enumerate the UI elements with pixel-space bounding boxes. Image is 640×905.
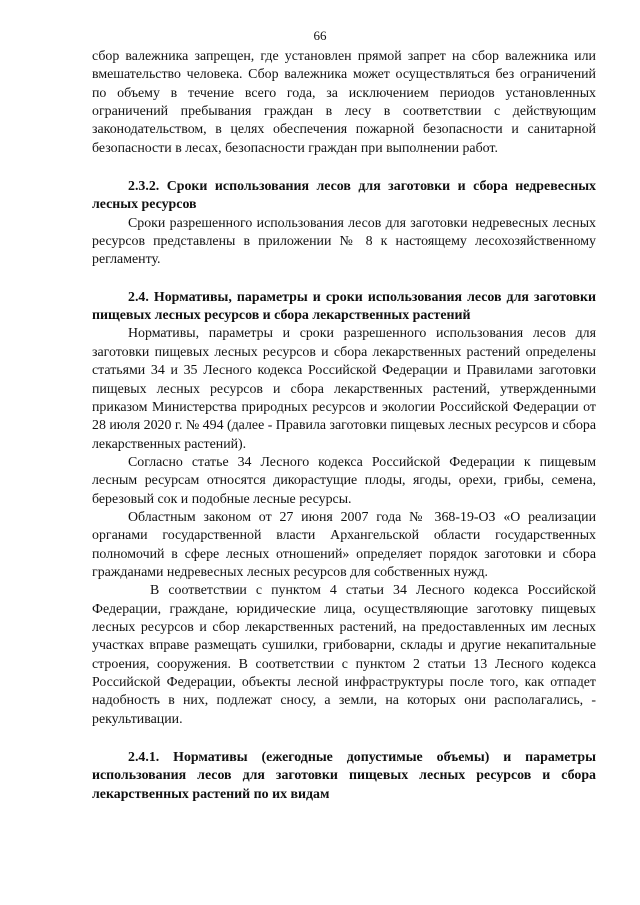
heading-2-3-2: 2.3.2. Сроки использования лесов для заготовки и сбора недревесных лесных ресурсов: [92, 179, 596, 213]
heading-2-4-1: 2.4.1. Нормативы (ежегодные допустимые объемы) и параметры использования лесов для заготовки пищевых лесных ресурсов и сбора лекарственных растений по их видам: [92, 750, 596, 802]
paragraph-regional-law: Областным законом от 27 июня 2007 года № 368-19-ОЗ «О реализации органами государственной власти Архангельской области государственных полномочий в сфере лесных отношений» определяет порядок заготовки и сбора гражданами недревесных лесных ресурсов для собственных нужд.: [92, 509, 596, 580]
heading-2-4: 2.4. Нормативы, параметры и сроки использования лесов для заготовки пищевых лесных ресурсов и сбора лекарственных растений: [92, 289, 596, 324]
paragraph-infrastructure: В соответствии с пунктом 4 статьи 34 Лесного кодекса Российской Федерации, граждане, юридические лица, осуществляющие заготовку пищевых лесных ресурсов и сбор лекарственных растений, на предоставленных им лесных участках вправе размещать сушилки, грибоварни, склады и другие некапитальные строения, сооружения. В соответствии с пунктом 2 статьи 13 Лесного кодекса Российской Федерации, объекты лесной инфраструктуры после того, как отпадет надобность в них, подлежат сносу, а земли, на которых они располагались, - рекультивации.: [92, 583, 596, 727]
page-number: 66: [313, 28, 327, 43]
paragraph-norms-defined: Нормативы, параметры и сроки разрешенного использования лесов для заготовки пищевых лесных ресурсов и сбора лекарственных растений определены статьями 34 и 35 Лесного кодекса Российской Федерации и Правилами заготовки пищевых лесных ресурсов и сбора лекарственных растений, утвержденными приказом Министерства природных ресурсов и экологии Российской Федерации от 28 июля 2020 г. № 494 (далее - Правила заготовки пищевых лесных ресурсов и сбора лекарственных растений).: [92, 326, 596, 452]
page-body: [92, 48, 596, 804]
paragraph-nonwood-terms: Сроки разрешенного использования лесов для заготовки недревесных лесных ресурсов представлены в приложении № 8 к настоящему лесохозяйственному регламенту.: [92, 215, 596, 268]
paragraph-food-resources: Согласно статье 34 Лесного кодекса Российской Федерации к пищевым лесным ресурсам относятся дикорастущие плоды, ягоды, орехи, грибы, семена, березовый сок и подобные лесные ресурсы.: [92, 454, 596, 507]
paragraph-deadwood-collection: сбор валежника запрещен, где установлен прямой запрет на сбор валежника или вмешательство человека. Сбор валежника может осуществляться без ограничений по объему в течение всего года, за исключением периодов установленных ограничений пребывания граждан в лесу в соответствии с действующим законодательством, в целях обеспечения пожарной безопасности и санитарной безопасности в лесах, безопасности граждан при выполнении работ.: [92, 49, 596, 156]
